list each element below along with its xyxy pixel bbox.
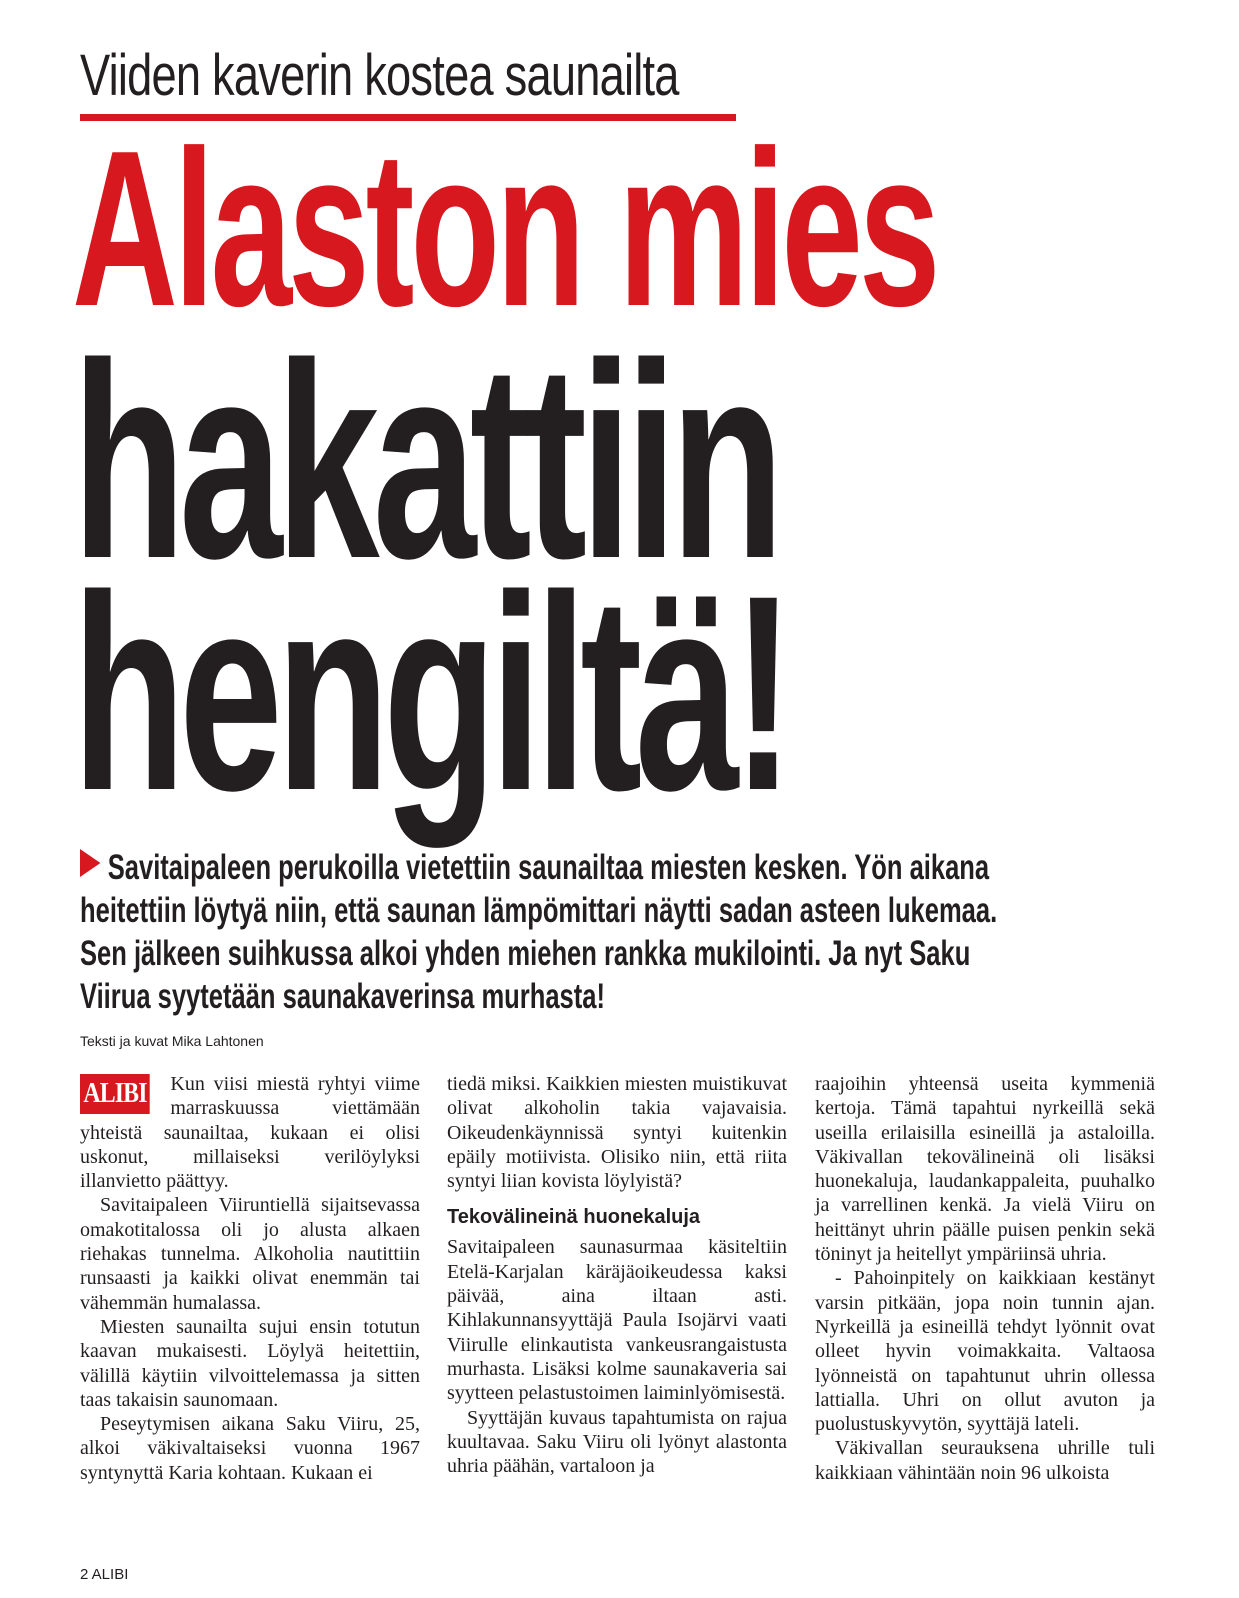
lede-line-2: heitettiin löytyä niin, että saunan lämpömittari näytti sadan asteen lukemaa.: [80, 891, 998, 930]
paragraph: - Pahoinpitely on kaikkiaan kestänyt varsin pitkään, jopa noin tunnin ajan. Nyrkeillä ja esineillä tehdyt lyönnit ovat olleet hyvin voimakkaita. Valtaosa lyönneistä on tapahtunut uhrin ollessa lattialla. Uhri on ollut avuton ja puolustuskyvytön, syyttäjä lateli.: [815, 1267, 1155, 1436]
paragraph: raajoihin yhteensä useita kymmeniä kertoja. Tämä tapahtui nyrkeillä sekä useilla erilaisilla esineillä ja astaloilla. Väkivallan tekovälineinä oli lisäksi huonekaluja, laudankappaleita, puuhalko ja varrellinen kenkä. Ja vielä Viiru on heittänyt uhrin päälle puisen penkin sekä töninyt ja heitellyt ympäriinsä uhria.: [815, 1073, 1155, 1266]
paragraph: Väkivallan seurauksena uhrille tuli kaikkiaan vähintään noin 96 ulkoista: [815, 1437, 1155, 1484]
byline-author: Mika Lahtonen: [171, 1033, 264, 1049]
column-3: [815, 1072, 1155, 1485]
paragraph: Savitaipaleen Viiruntiellä sijaitsevassa omakotitalossa oli jo alusta alkaen riehakas tunnelma. Alkoholia nautittiin runsaasti ja kaikki olivat enemmän tai vähemmän humalassa.: [80, 1194, 420, 1314]
paragraph: Syyttäjän kuvaus tapahtumista on rajua kuultavaa. Saku Viiru oli lyönyt alastonta uhria päähän, vartaloon ja: [447, 1406, 787, 1478]
paragraph-text: Kun viisi miestä ryhtyi viime marraskuussa viettämään yhteistä saunailtaa, kukaan ei olisi uskonut, millaiseksi verilöylyksi illanvietto päättyy.: [80, 1073, 420, 1193]
play-triangle-icon: [80, 849, 100, 877]
paragraph: Peseytymisen aikana Saku Viiru, 25, alkoi väkivaltaiseksi vuonna 1967 syntynyttä Karia kohtaan. Kukaan ei: [80, 1413, 420, 1484]
byline: [80, 1033, 264, 1049]
paragraph: Savitaipaleen saunasurmaa käsiteltiin Etelä-Karjalan käräjäoikeudessa kaksi päivää, aina iltaan asti. Kihlakunnansyyttäjä Paula Isojärvi vaati Viirulle elinkautista vankeusrangaistusta murhasta. Lisäksi kolme saunakaveria sai syytteen pelastustoimen laiminlyömisestä.: [447, 1236, 787, 1405]
kicker-title: Viiden kaverin kostea saunailta: [80, 43, 679, 108]
lede-line-4: Viirua syytetään saunakaverinsa murhasta!: [80, 977, 605, 1016]
subheading: Tekovälineinä huonekaluja: [447, 1206, 701, 1229]
headline-black-2: hengiltä!: [72, 537, 788, 848]
column-2: [447, 1072, 787, 1478]
column-1: [80, 1072, 420, 1485]
page-folio: 2 ALIBI: [80, 1566, 129, 1583]
lede-line-1: [80, 846, 1102, 889]
headline-black-1: hakattiin: [72, 305, 778, 616]
paragraph: [80, 1072, 420, 1193]
lede: [80, 846, 1102, 1018]
headline-red: Alaston mies: [72, 105, 937, 353]
byline-label: Teksti ja kuvat: [80, 1033, 168, 1049]
lede-line-3: Sen jälkeen suihkussa alkoi yhden miehen rankka mukilointi. Ja nyt Saku: [80, 934, 971, 973]
lede-text-1: Savitaipaleen perukoilla vietettiin saunailtaa miesten kesken. Yön aikana: [107, 848, 990, 887]
paragraph: tiedä miksi. Kaikkien miesten muistikuvat olivat alkoholin takia vajavaisia. Oikeudenkäynnissä syntyi kuitenkin epäily motiivista. Olisiko niin, että riita syntyi liian kovista löylyistä?: [447, 1073, 787, 1193]
alibi-logo: ALIBI: [80, 1074, 150, 1114]
paragraph: Miesten saunailta sujui ensin totutun kaavan mukaisesti. Löylyä heitettiin, välillä käytiin vilvoittelemassa ja sitten taas takaisin saunomaan.: [80, 1315, 420, 1411]
